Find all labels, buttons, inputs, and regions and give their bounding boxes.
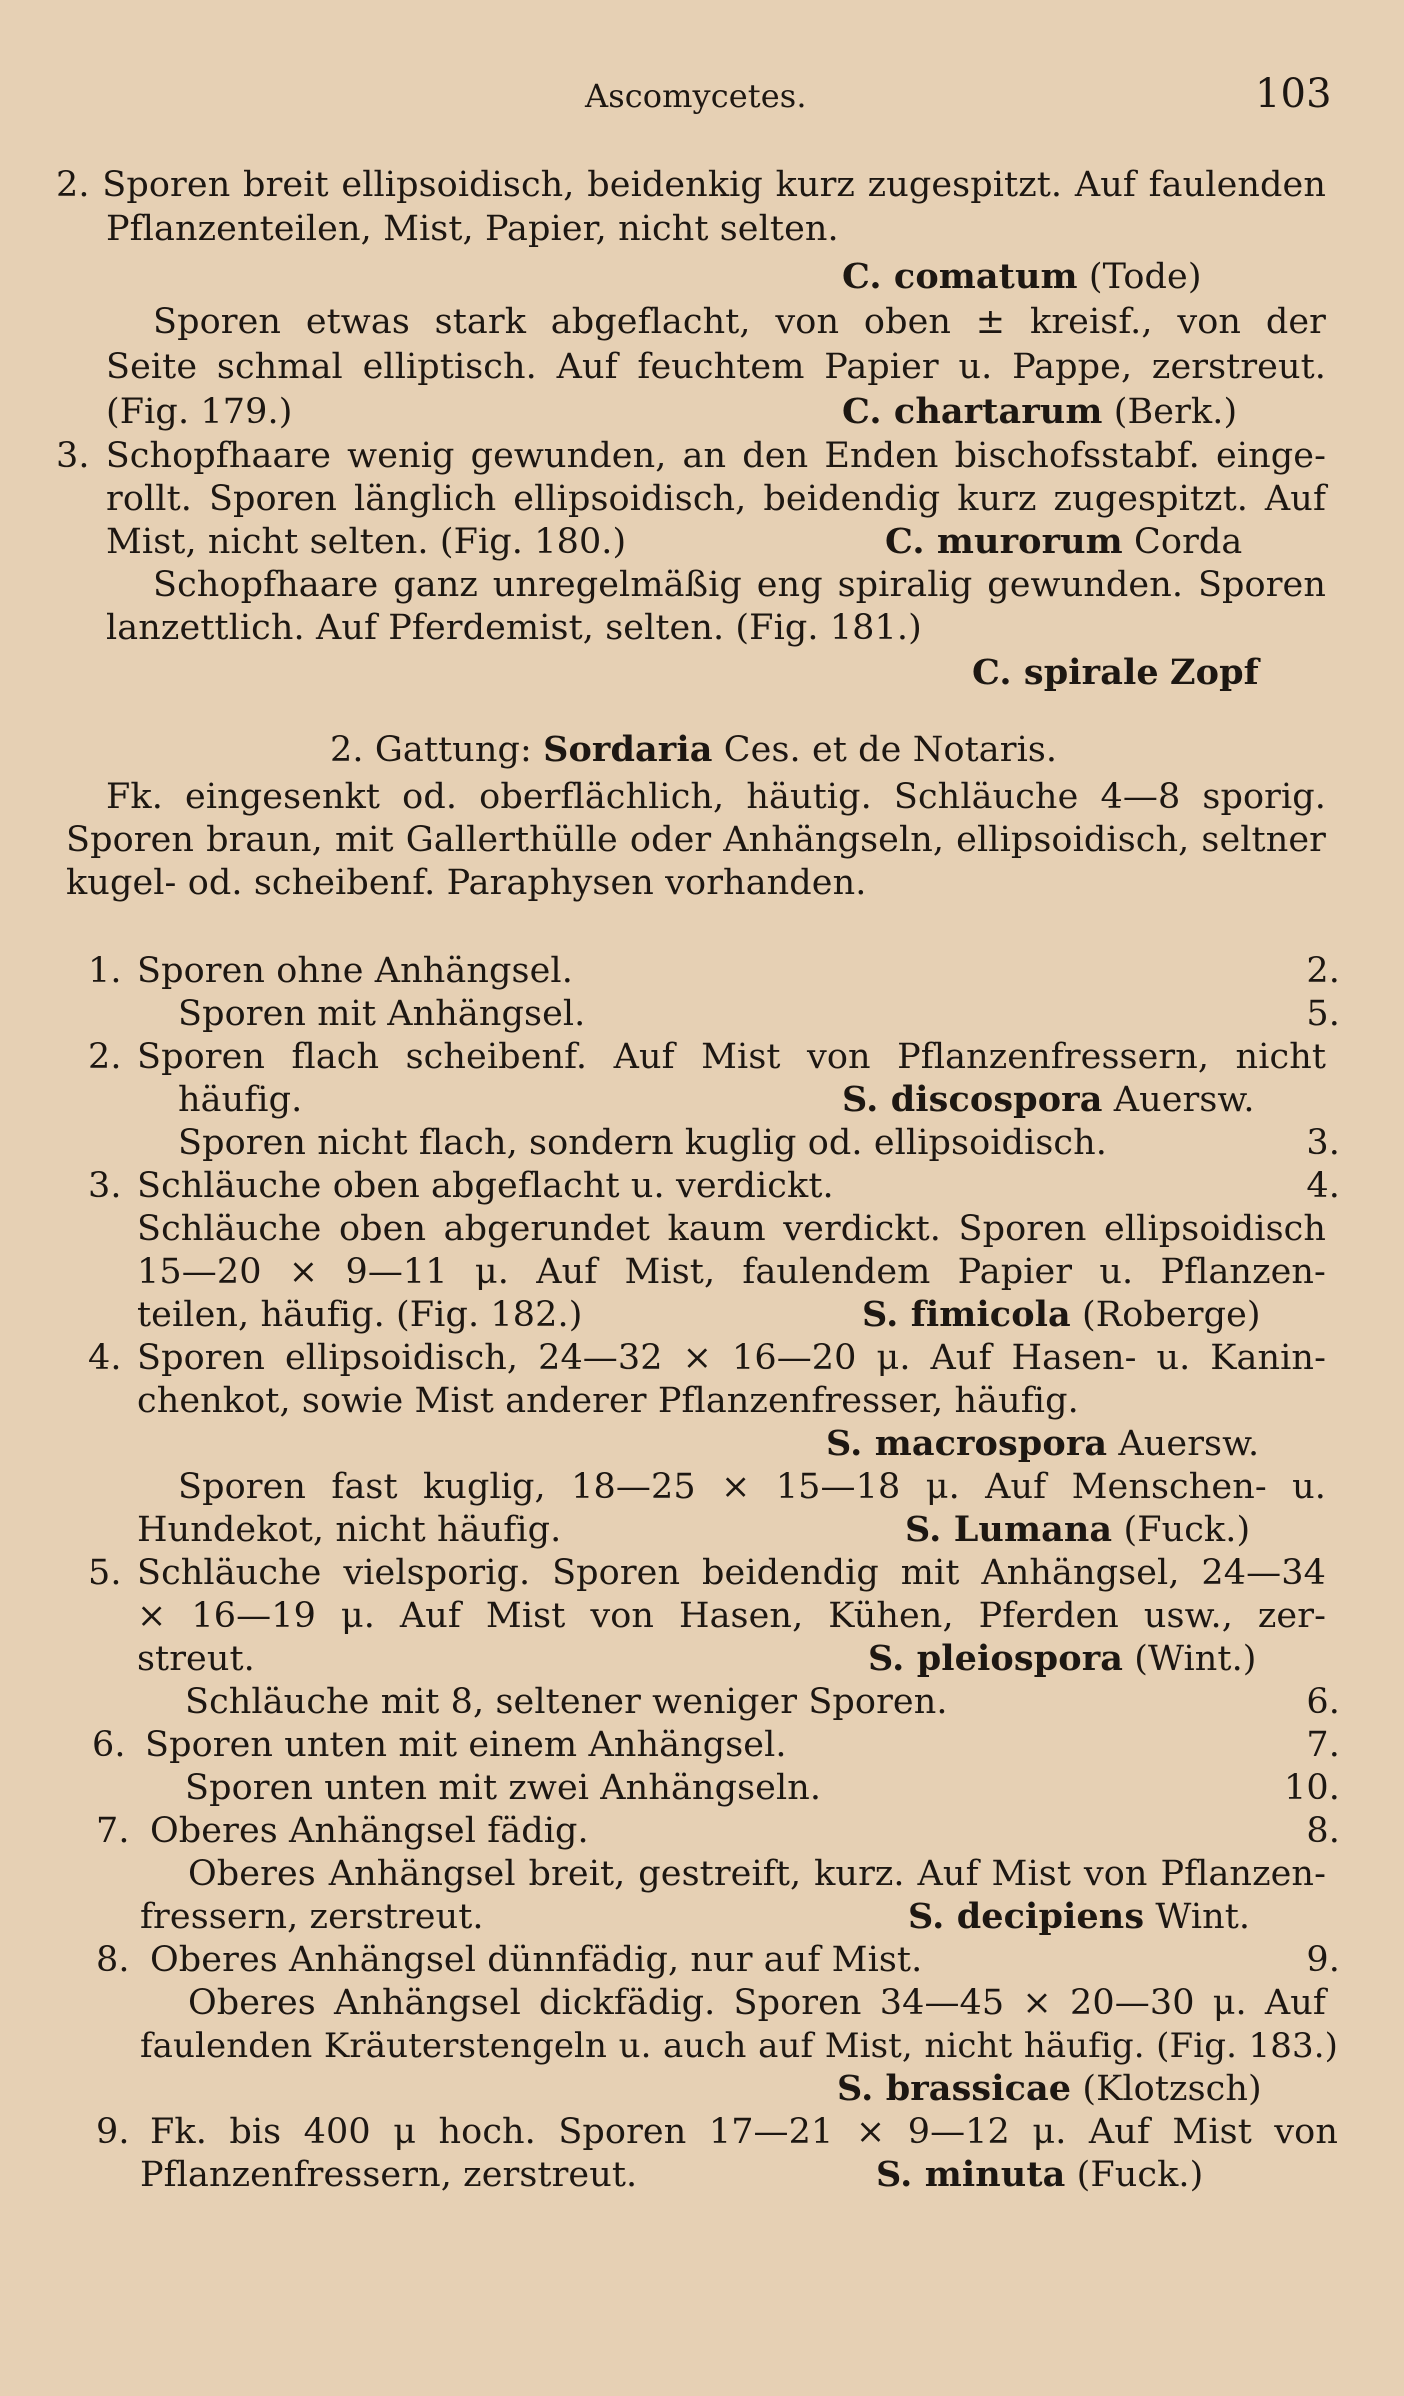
key-lead: Sporen flach scheibenf. Auf Mist von Pflanzenfressern, nicht (137, 1037, 1326, 1077)
key-ref: 6. (1306, 1682, 1340, 1722)
species-name (862, 1293, 1261, 1337)
species-binomial: C. spirale (972, 652, 1159, 693)
species-binomial: C. comatum (842, 256, 1078, 297)
species-name (905, 1508, 1250, 1552)
key-number: 3. (88, 1166, 122, 1206)
text-line: Mist, nicht selten. (Fig. 180.) (106, 522, 627, 562)
key-lead: Oberes Anhängsel breit, gestreift, kurz. Auf Mist von Pflanzen- (188, 1854, 1326, 1894)
key-lead: Sporen mit Anhängsel. (178, 994, 586, 1034)
key-lead: Oberes Anhängsel dünnfädig, nur auf Mist. (150, 1940, 923, 1980)
key-ref: 8. (1306, 1811, 1340, 1851)
species-name (868, 1637, 1257, 1681)
species-authority: Auersw. (1118, 1424, 1260, 1464)
text-line: 2. Sporen breit ellipsoidisch, beidenkig kurz zugespitzt. Auf faulenden (56, 165, 1326, 205)
species-authority: (Tode) (1088, 257, 1202, 297)
text-line: Pflanzenfressern, zerstreut. (140, 2155, 638, 2195)
running-title: Ascomycetes. (585, 77, 807, 115)
key-number: 9. (96, 2112, 130, 2152)
text-line: teilen, häufig. (Fig. 182.) (137, 1295, 583, 1335)
species-authority: (Fuck.) (1123, 1510, 1251, 1550)
species-name (826, 1422, 1259, 1466)
genus-description: kugel- od. scheibenf. Paraphysen vorhanden. (66, 863, 867, 903)
species-name (837, 2067, 1262, 2111)
key-lead: Sporen unten mit einem Anhängsel. (145, 1725, 787, 1765)
species-authority: (Wint.) (1134, 1639, 1257, 1679)
key-number: 1. (88, 951, 122, 991)
genus-description: Fk. eingesenkt od. oberflächlich, häutig. Schläuche 4—8 sporig. (106, 777, 1326, 817)
species-name (842, 255, 1202, 299)
key-number: 8. (96, 1940, 130, 1980)
species-name (842, 1078, 1255, 1122)
text-line: häufig. (178, 1080, 303, 1120)
text-line: Schopfhaare ganz unregelmäßig eng spiralig gewunden. Sporen (153, 565, 1326, 605)
text-line: Hundekot, nicht häufig. (137, 1510, 562, 1550)
species-binomial: S. brassicae (837, 2068, 1072, 2109)
text-line: Pflanzenteilen, Mist, Papier, nicht selten. (106, 209, 839, 249)
text-line: fressern, zerstreut. (140, 1897, 484, 1937)
genus-authority: Ces. et de Notaris. (723, 730, 1058, 770)
genus-description: Sporen braun, mit Gallerthülle oder Anhängseln, ellipsoidisch, seltner (66, 820, 1326, 860)
key-lead: Schläuche vielsporig. Sporen beidendig mit Anhängsel, 24—34 (137, 1553, 1326, 1593)
key-lead: Sporen nicht flach, sondern kuglig od. ellipsoidisch. (178, 1123, 1107, 1163)
key-ref: 5. (1306, 994, 1340, 1034)
species-name (876, 2153, 1203, 2197)
figure-ref: (Fig. 179.) (106, 392, 293, 432)
species-authority: Auersw. (1113, 1080, 1255, 1120)
key-lead: Oberes Anhängsel dickfädig. Sporen 34—45 × 20—30 μ. Auf (188, 1983, 1326, 2023)
key-lead: Sporen ellipsoidisch, 24—32 × 16—20 μ. Auf Hasen- u. Kanin- (137, 1338, 1326, 1378)
key-number: 6. (92, 1725, 126, 1765)
key-ref: 3. (1306, 1123, 1340, 1163)
species-authority: (Fuck.) (1076, 2155, 1204, 2195)
species-authority: (Berk.) (1113, 392, 1238, 432)
species-binomial: C. chartarum (842, 391, 1103, 432)
species-name (908, 1895, 1250, 1939)
key-lead: Schläuche oben abgeflacht u. verdickt. (137, 1166, 834, 1206)
key-lead: Sporen unten mit zwei Anhängseln. (185, 1768, 822, 1808)
species-authority: Wint. (1155, 1897, 1251, 1937)
key-number: 4. (88, 1338, 122, 1378)
key-lead: Schläuche oben abgerundet kaum verdickt. Sporen ellipsoidisch (137, 1209, 1326, 1249)
key-ref: 7. (1306, 1725, 1340, 1765)
genus-heading (330, 728, 1057, 772)
key-ref: 2. (1306, 951, 1340, 991)
species-binomial: C. murorum (885, 521, 1123, 562)
key-number: 7. (96, 1811, 130, 1851)
page-number: 103 (1255, 71, 1332, 117)
text-line: streut. (137, 1639, 255, 1679)
genus-number: 2. Gattung: (330, 730, 532, 770)
species-binomial: S. macrospora (826, 1423, 1108, 1464)
text-line: 3. Schopfhaare wenig gewunden, an den Enden bischofsstabf. einge- (56, 436, 1326, 476)
text-line: chenkot, sowie Mist anderer Pflanzenfresser, häufig. (137, 1381, 1079, 1421)
genus-name: Sordaria (543, 729, 713, 770)
species-binomial: S. minuta (876, 2154, 1066, 2195)
text-line: 15—20 × 9—11 μ. Auf Mist, faulendem Papier u. Pflanzen- (137, 1252, 1326, 1292)
species-name (842, 390, 1237, 434)
species-binomial: S. fimicola (862, 1294, 1071, 1335)
species-authority: (Roberge) (1082, 1295, 1261, 1335)
key-lead: Schläuche mit 8, seltener weniger Sporen. (185, 1682, 948, 1722)
key-number: 5. (88, 1553, 122, 1593)
species-binomial: S. Lumana (905, 1509, 1113, 1550)
text-line: × 16—19 μ. Auf Mist von Hasen, Kühen, Pferden usw., zer- (137, 1596, 1326, 1636)
key-ref: 9. (1306, 1940, 1340, 1980)
species-name (972, 651, 1259, 695)
key-lead: Sporen fast kuglig, 18—25 × 15—18 μ. Auf Menschen- u. (178, 1467, 1326, 1507)
species-authority: Zopf (1170, 652, 1259, 693)
species-authority: Corda (1134, 522, 1243, 562)
species-binomial: S. pleiospora (868, 1638, 1124, 1679)
species-binomial: S. discospora (842, 1079, 1103, 1120)
key-ref: 4. (1306, 1166, 1340, 1206)
key-number: 2. (88, 1037, 122, 1077)
text-line: lanzettlich. Auf Pferdemist, selten. (Fig. 181.) (106, 608, 922, 648)
key-lead: Sporen ohne Anhängsel. (137, 951, 573, 991)
text-line: faulenden Kräuterstengeln u. auch auf Mist, nicht häufig. (Fig. 183.) (140, 2026, 1338, 2066)
text-line: Seite schmal elliptisch. Auf feuchtem Papier u. Pappe, zerstreut. (106, 347, 1326, 387)
species-authority: (Klotzsch) (1082, 2069, 1262, 2109)
text-line: Sporen etwas stark abgeflacht, von oben ± kreisf., von der (153, 302, 1326, 342)
species-name (885, 520, 1242, 564)
key-lead: Oberes Anhängsel fädig. (150, 1811, 589, 1851)
text-line: rollt. Sporen länglich ellipsoidisch, beidendig kurz zugespitzt. Auf (106, 479, 1326, 519)
key-ref: 10. (1284, 1768, 1340, 1808)
key-lead: Fk. bis 400 μ hoch. Sporen 17—21 × 9—12 μ. Auf Mist von (150, 2112, 1338, 2152)
species-binomial: S. decipiens (908, 1896, 1145, 1937)
